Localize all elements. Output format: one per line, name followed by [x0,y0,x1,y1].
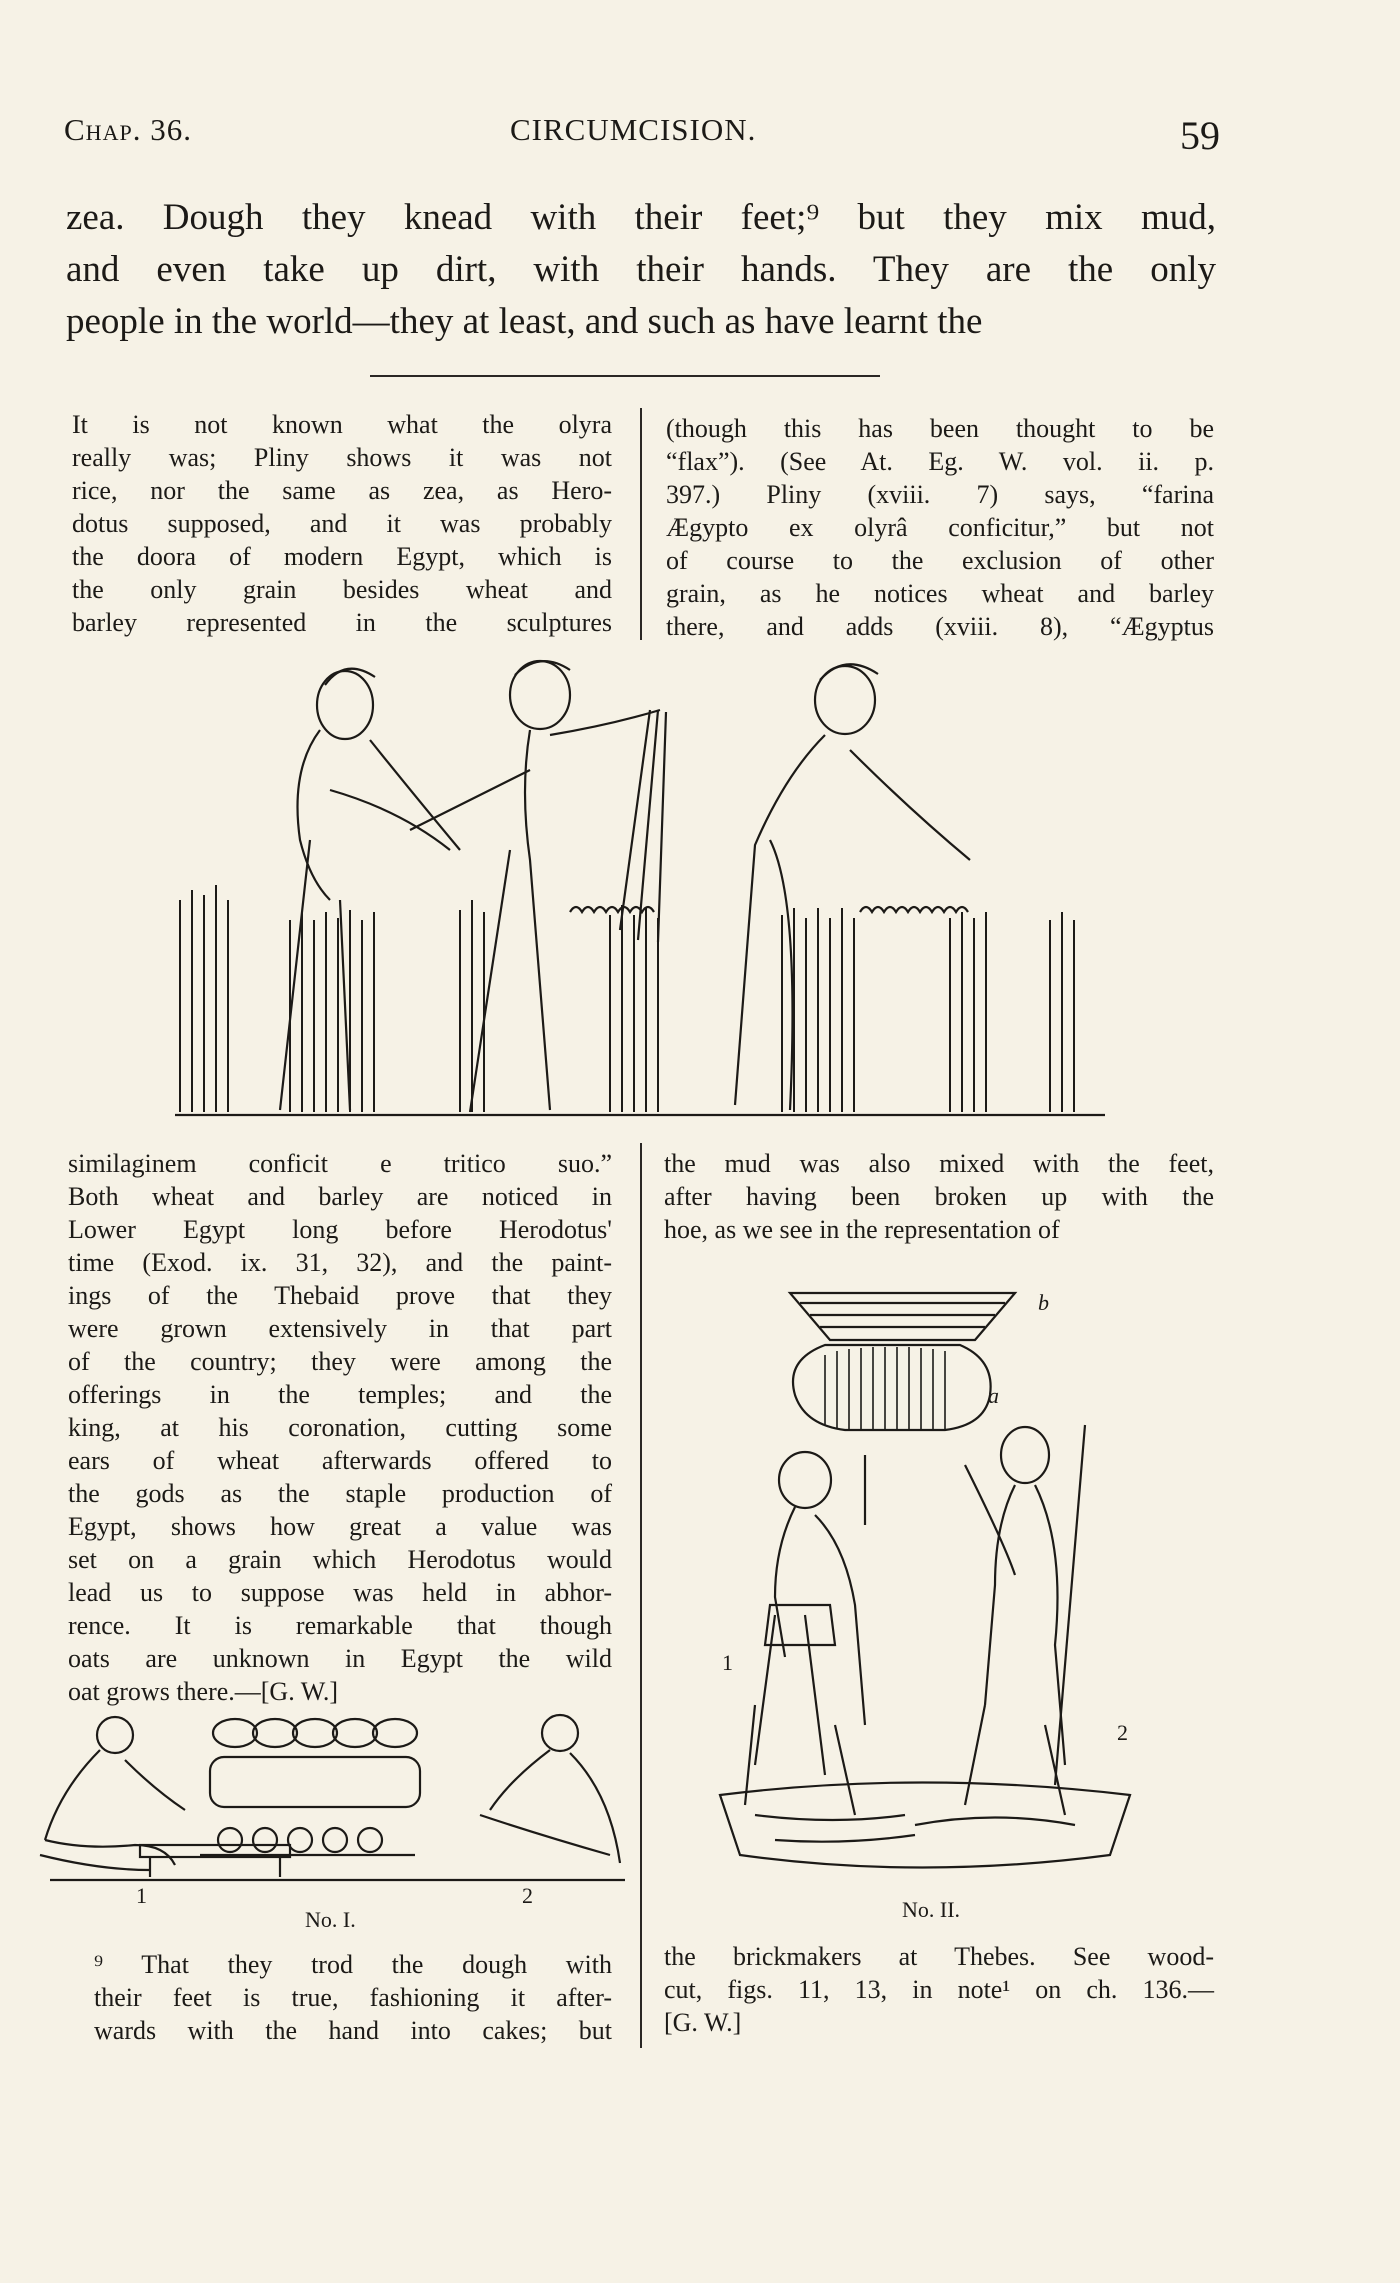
footnote-line: set on a grain which Herodotus would [68,1545,612,1574]
footnote-line: rice, nor the same as zea, as Hero- [72,476,612,505]
footnote-line: lead us to suppose was held in abhor- [68,1578,612,1607]
footnote-line: the gods as the staple production of [68,1479,612,1508]
page-number: 59 [1180,113,1220,158]
footnote-line: cut, figs. 11, 13, in note¹ on ch. 136.— [664,1975,1214,2004]
footnote-line: rence. It is remarkable that though [68,1611,612,1640]
figure-no-2-caption: No. II. [902,1897,961,1922]
figure-no-1-caption: No. I. [305,1907,356,1932]
figure-no-2-illustration [715,1285,1145,1895]
footnote-line: their feet is true, fashioning it after- [94,1983,612,2012]
grain-stalks [180,885,1074,1112]
footnote-top-left [72,408,612,639]
figure-no-1-label-2: 2 [522,1883,533,1908]
separator-rule [370,375,880,377]
footnote-line: [G. W.] [664,2008,742,2037]
footnote-line: oat grows there.—[G. W.] [68,1677,339,1706]
footnote-line: offerings in the temples; and the [68,1380,612,1409]
footnote-line: the brickmakers at Thebes. See wood- [664,1942,1214,1971]
footnote-line: It is not known what the olyra [72,410,612,439]
footnote-line: wards with the hand into cakes; but [94,2016,612,2045]
footnote-line: after having been broken up with the [664,1182,1214,1211]
brickmaker-figure-left [745,1452,865,1815]
harvester-figure-middle [410,661,666,1112]
footnote-line: oats are unknown in Egypt the wild [68,1644,612,1673]
footnote-line: time (Exod. ix. 31, 32), and the paint- [68,1248,612,1277]
footnote-bottom-left [94,1948,612,2047]
harvester-figure-right [735,664,970,1110]
main-text-line: and even take up dirt, with their hands. They are the only [66,249,1216,290]
footnote-line: the doora of modern Egypt, which is [72,542,612,571]
footnote-line: 397.) Pliny (xviii. 7) says, “farina [666,480,1214,509]
footnote-line: (though this has been thought to be [666,414,1214,443]
footnote-line: were grown extensively in that part [68,1314,612,1343]
footnote-bottom-right [664,1940,1214,2039]
footnote-line: Ægypto ex olyrâ conficitur,” but not [666,513,1214,542]
footnote-line: dotus supposed, and it was probably [72,509,612,538]
figure-no-2-label-1: 1 [722,1650,733,1675]
footnote-line: there, and adds (xviii. 8), “Ægyptus [666,612,1214,641]
harvest-illustration [170,650,1110,1125]
footnote-line: Egypt, shows how great a value was [68,1512,612,1541]
running-head-chapter: Chap. 36. [64,112,192,147]
footnote-line: king, at his coronation, cutting some [68,1413,612,1442]
figure-no-2-label-a: a [988,1383,999,1408]
footnote-line: Lower Egypt long before Herodotus' [68,1215,612,1244]
footnote-line: “flax”). (See At. Eg. W. vol. ii. p. [666,447,1214,476]
footnote-top-right [666,412,1214,643]
figure-no-2-label-2: 2 [1117,1720,1128,1745]
main-text [66,192,1216,348]
footnote-line: of the country; they were among the [68,1347,612,1376]
footnote-line: of course to the exclusion of other [666,546,1214,575]
footnote-line: barley represented in the sculptures [72,608,612,637]
footnote-line: really was; Pliny shows it was not [72,443,612,472]
harvester-figure-left [280,669,460,1110]
main-text-line: zea. Dough they knead with their feet;⁹ but they mix mud, [66,197,1216,238]
footnote-mid-right [664,1147,1214,1246]
footnote-line: ings of the Thebaid prove that they [68,1281,612,1310]
main-text-line: people in the world—they at least, and such as have learnt the [66,301,983,342]
figure-no-2-label-b: b [1038,1290,1049,1315]
footnote-line: Both wheat and barley are noticed in [68,1182,612,1211]
footnote-line: grain, as he notices wheat and barley [666,579,1214,608]
footnote-line: the mud was also mixed with the feet, [664,1149,1214,1178]
grain-heads [570,907,968,912]
bread-loaves [210,1719,420,1852]
footnote-line: ears of wheat afterwards offered to [68,1446,612,1475]
running-head-title: CIRCUMCISION. [510,112,757,147]
figure-no-1-label-1: 1 [136,1883,147,1908]
brickmaker-figure-right [965,1425,1085,1815]
figure-no-1-illustration [30,1705,630,1895]
footnote-line: hoe, as we see in the representation of [664,1215,1060,1244]
footnote-mid-left [68,1147,612,1708]
column-divider [640,408,642,640]
footnote-line: similaginem conficit e tritico suo.” [68,1149,612,1178]
column-divider [640,1143,642,2048]
footnote-line: ⁹ That they trod the dough with [94,1950,612,1979]
footnote-line: the only grain besides wheat and [72,575,612,604]
